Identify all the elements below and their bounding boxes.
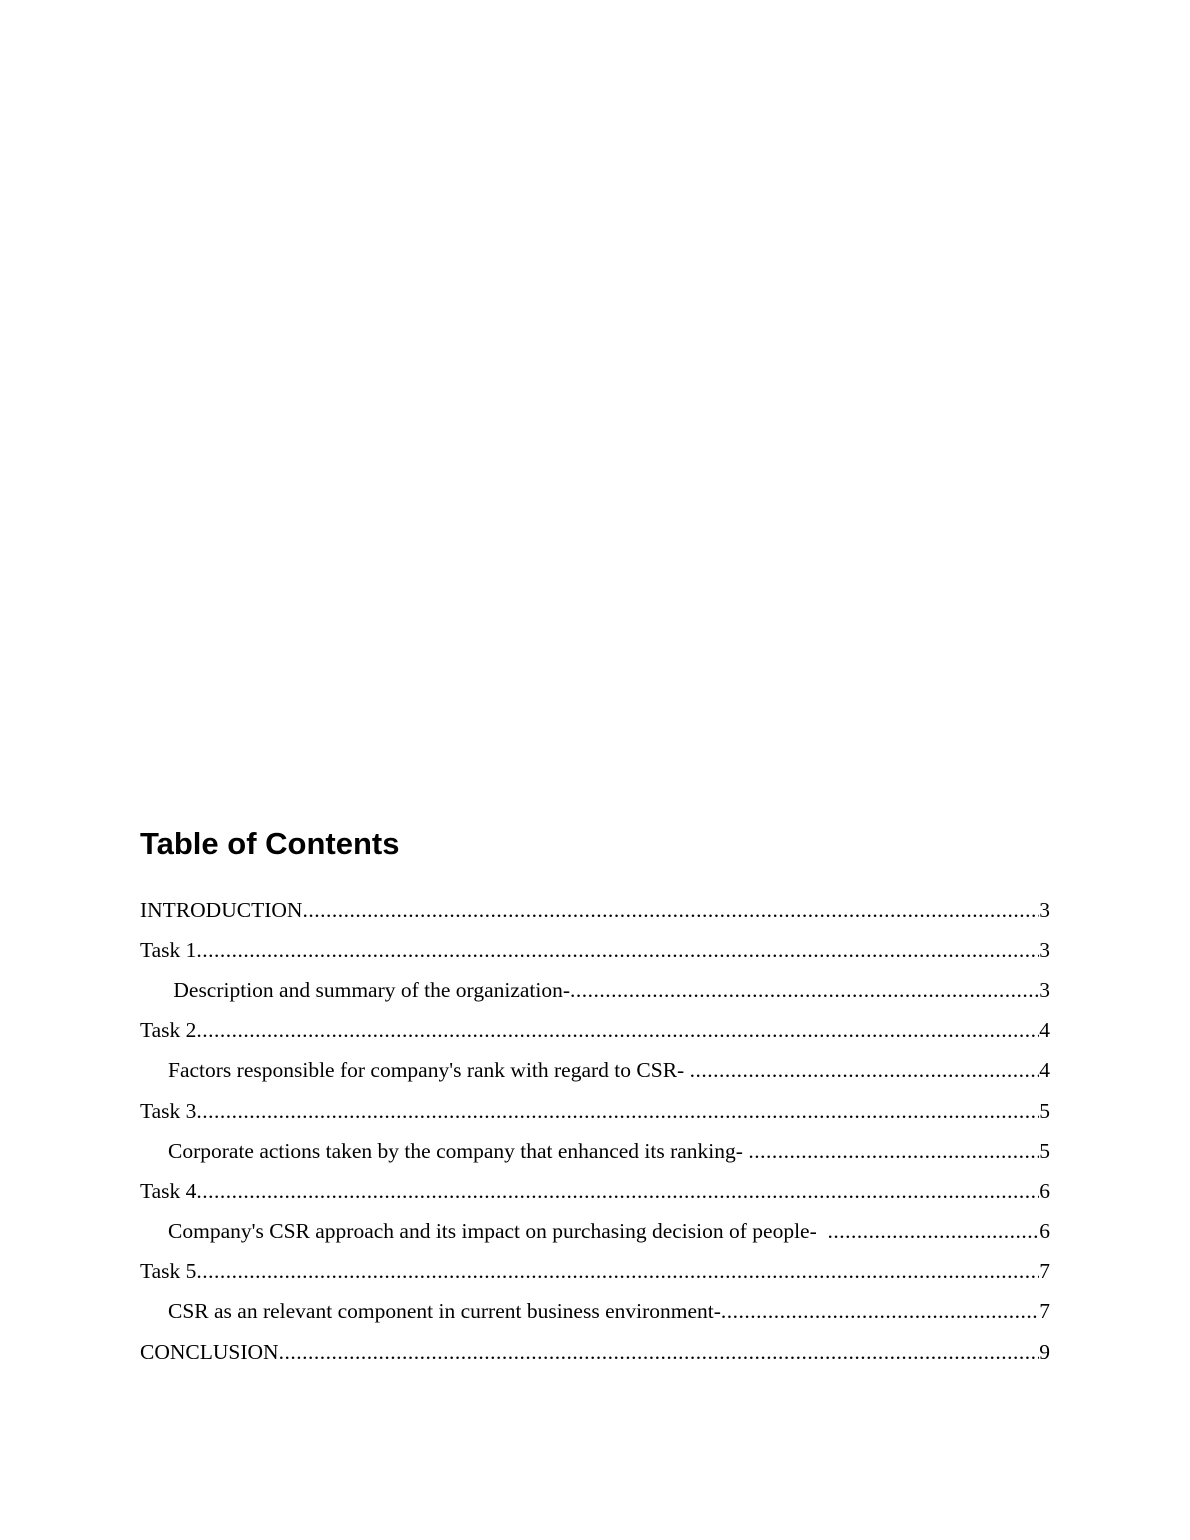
dot-leader — [721, 1299, 1039, 1324]
toc-entry-label: Task 5 — [140, 1259, 197, 1284]
toc-entry-csr-approach-impact[interactable] — [140, 1212, 1050, 1252]
dot-leader — [828, 1219, 1040, 1244]
toc-entry-page: 3 — [1039, 937, 1050, 962]
toc-entry-label: Task 4 — [140, 1178, 197, 1203]
toc-entry-label: INTRODUCTION — [140, 897, 303, 922]
toc-entry-label: Company's CSR approach and its impact on purchasing decision of people- — [168, 1219, 828, 1244]
toc-heading: Table of Contents — [140, 826, 400, 861]
dot-leader — [302, 898, 1039, 923]
toc-entry-label: Task 2 — [140, 1018, 197, 1043]
dot-leader — [196, 938, 1039, 963]
toc-entry-csr-relevant-component[interactable] — [140, 1292, 1050, 1332]
toc-entry-label: Corporate actions taken by the company that enhanced its ranking- — [168, 1138, 749, 1163]
toc-entry-task-1[interactable] — [140, 930, 1050, 970]
toc-entry-page: 3 — [1039, 977, 1050, 1002]
toc-entry-label: Task 1 — [140, 937, 197, 962]
dot-leader — [570, 978, 1039, 1003]
toc-entry-conclusion[interactable] — [140, 1332, 1050, 1372]
toc-entry-page: 6 — [1039, 1219, 1050, 1244]
toc-entry-task-2[interactable] — [140, 1011, 1050, 1051]
toc-entry-page: 4 — [1039, 1058, 1050, 1083]
dot-leader — [279, 1340, 1040, 1365]
toc-entry-label: CSR as an relevant component in current business environment- — [168, 1299, 721, 1324]
dot-leader — [196, 1099, 1039, 1124]
dot-leader — [748, 1139, 1039, 1164]
toc-entry-page: 9 — [1039, 1339, 1050, 1364]
toc-entry-label: CONCLUSION — [140, 1339, 279, 1364]
toc-entry-label: Task 3 — [140, 1098, 197, 1123]
toc-entry-page: 7 — [1039, 1259, 1050, 1284]
toc-entry-page: 5 — [1039, 1098, 1050, 1123]
toc-entry-task-3[interactable] — [140, 1091, 1050, 1131]
dot-leader — [196, 1179, 1039, 1204]
toc-entry-page: 3 — [1039, 897, 1050, 922]
toc-entry-page: 7 — [1039, 1299, 1050, 1324]
toc-entry-introduction[interactable] — [140, 890, 1050, 930]
table-of-contents — [140, 890, 1050, 1372]
toc-entry-page: 4 — [1039, 1018, 1050, 1043]
toc-entry-label: Factors responsible for company's rank with regard to CSR- — [168, 1058, 690, 1083]
toc-entry-description-summary[interactable] — [140, 970, 1050, 1010]
dot-leader — [690, 1058, 1040, 1083]
dot-leader — [196, 1259, 1039, 1284]
toc-entry-label: Description and summary of the organization- — [168, 977, 571, 1002]
toc-entry-page: 6 — [1039, 1178, 1050, 1203]
dot-leader — [196, 1018, 1039, 1043]
toc-entry-task-4[interactable] — [140, 1171, 1050, 1211]
toc-entry-corporate-actions[interactable] — [140, 1131, 1050, 1171]
toc-entry-page: 5 — [1039, 1138, 1050, 1163]
toc-entry-task-5[interactable] — [140, 1252, 1050, 1292]
toc-entry-factors-csr-rank[interactable] — [140, 1051, 1050, 1091]
